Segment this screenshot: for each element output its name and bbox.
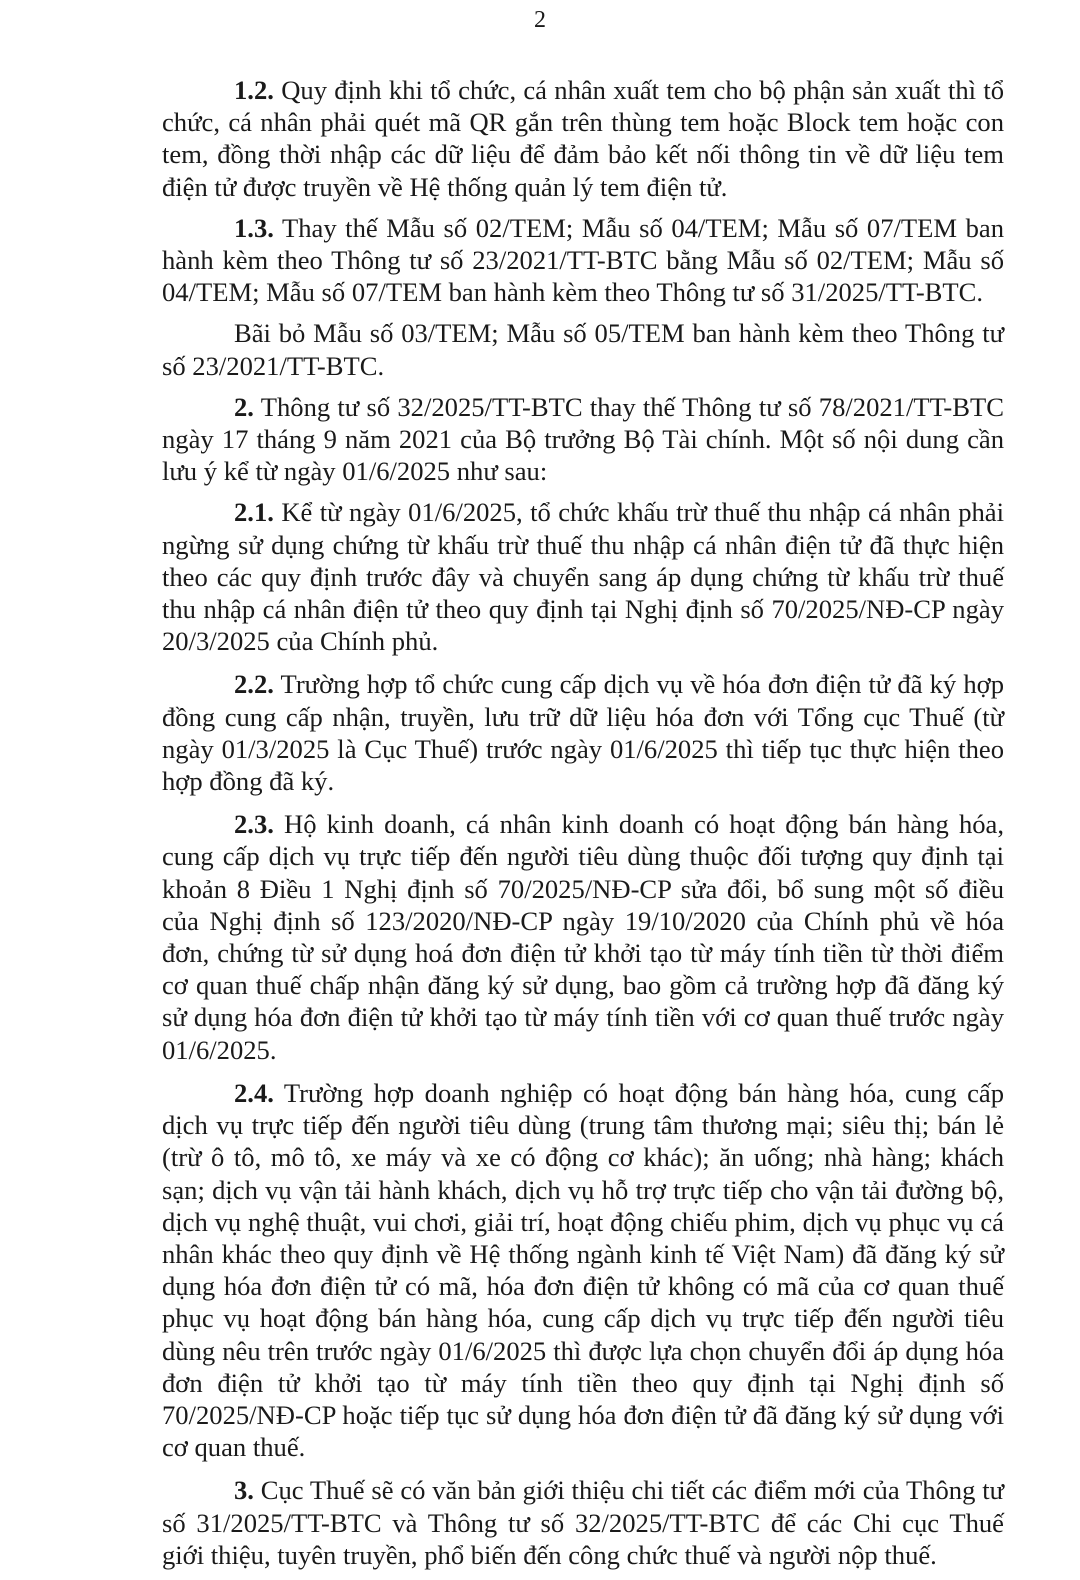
- paragraph-2-4: [162, 1077, 1004, 1463]
- paragraph-text: Kể từ ngày 01/6/2025, tổ chức khấu trừ thuế thu nhập cá nhân phải ngừng sử dụng chứng từ khấu trừ thuế thu nhập cá nhân điện tử đã thực hiện theo các quy định trước đây và chuyển sang áp dụng chứng từ khấu trừ thuế thu nhập cá nhân điện tử theo quy định tại Nghị định số 70/2025/NĐ-CP ngày 20/3/2025 của Chính phủ.: [162, 497, 1004, 657]
- paragraph-text: Trường hợp tổ chức cung cấp dịch vụ về hóa đơn điện tử đã ký hợp đồng cung cấp nhận, truyền, lưu trữ dữ liệu hóa đơn với Tổng cục Thuế (từ ngày 01/3/2025 là Cục Thuế) trước ngày 01/6/2025 thì tiếp tục thực hiện theo hợp đồng đã ký.: [162, 669, 1004, 797]
- paragraph-text: Trường hợp doanh nghiệp có hoạt động bán hàng hóa, cung cấp dịch vụ trực tiếp đến người tiêu dùng (trung tâm thương mại; siêu thị; bán lẻ (trừ ô tô, mô tô, xe máy và xe có động cơ khác); ăn uống; nhà hàng; khách sạn; dịch vụ vận tải hành khách, dịch vụ hỗ trợ trực tiếp cho vận tải đường bộ, dịch vụ nghệ thuật, vui chơi, giải trí, hoạt động chiếu phim, dịch vụ phục vụ cá nhân khác theo quy định về Hệ thống ngành kinh tế Việt Nam) đã đăng ký sử dụng hóa đơn điện tử có mã, hóa đơn điện tử không có mã của cơ quan thuế phục vụ hoạt động bán hàng hóa, cung cấp dịch vụ trực tiếp đến người tiêu dùng nêu trên trước ngày 01/6/2025 thì được lựa chọn chuyển đổi áp dụng hóa đơn điện tử khởi tạo từ máy tính tiền theo quy định tại Nghị định số 70/2025/NĐ-CP hoặc tiếp tục sử dụng hóa đơn điện tử đã đăng ký sử dụng với cơ quan thuế.: [162, 1077, 1004, 1463]
- paragraph-text: Thay thế Mẫu số 02/TEM; Mẫu số 04/TEM; Mẫu số 07/TEM ban hành kèm theo Thông tư số 23/2021/TT-BTC bằng Mẫu số 02/TEM; Mẫu số 04/TEM; Mẫu số 07/TEM ban hành kèm theo Thông tư số 31/2025/TT-BTC.: [162, 212, 1004, 308]
- section-number: 2.3.: [234, 809, 274, 840]
- paragraph-1-2: [162, 74, 1004, 203]
- section-number: 2.: [234, 391, 254, 422]
- paragraph-1-3: [162, 212, 1004, 309]
- paragraph-text: Thông tư số 32/2025/TT-BTC thay thế Thông tư số 78/2021/TT-BTC ngày 17 tháng 9 năm 2021 của Bộ trưởng Bộ Tài chính. Một số nội dung cần lưu ý kể từ ngày 01/6/2025 như sau:: [162, 391, 1004, 487]
- paragraph-2: [162, 391, 1004, 488]
- paragraph-2-3: [162, 808, 1004, 1066]
- paragraph-repeal: [162, 317, 1004, 381]
- page-number: 2: [534, 7, 546, 33]
- paragraph-text: Quy định khi tổ chức, cá nhân xuất tem cho bộ phận sản xuất thì tổ chức, cá nhân phải quét mã QR gắn trên thùng tem hoặc Block tem hoặc con tem, đồng thời nhập các dữ liệu để đảm bảo kết nối thông tin về dữ liệu tem điện tử được truyền về Hệ thống quản lý tem điện tử.: [162, 75, 1004, 202]
- paragraph-text: Cục Thuế sẽ có văn bản giới thiệu chi tiết các điểm mới của Thông tư số 31/2025/TT-BTC và Thông tư số 32/2025/TT-BTC để các Chi cục Thuế giới thiệu, tuyên truyền, phổ biến đến công chức thuế và người nộp thuế.: [162, 1475, 1004, 1570]
- paragraph-text: Hộ kinh doanh, cá nhân kinh doanh có hoạt động bán hàng hóa, cung cấp dịch vụ trực tiếp đến người tiêu dùng thuộc đối tượng quy định tại khoản 8 Điều 1 Nghị định số 70/2025/NĐ-CP sửa đổi, bổ sung một số điều của Nghị định số 123/2020/NĐ-CP ngày 19/10/2020 của Chính phủ về hóa đơn, chứng từ sử dụng hoá đơn điện tử khởi tạo từ máy tính tiền từ thời điểm cơ quan thuế chấp nhận đăng ký sử dụng, bao gồm cả trường hợp đã đăng ký sử dụng hóa đơn điện tử khởi tạo từ máy tính tiền với cơ quan thuế trước ngày 01/6/2025.: [162, 809, 1004, 1065]
- section-number: 2.1.: [234, 497, 274, 528]
- paragraph-2-2: [162, 668, 1004, 797]
- section-number: 2.2.: [234, 669, 274, 700]
- paragraph-text: Bãi bỏ Mẫu số 03/TEM; Mẫu số 05/TEM ban hành kèm theo Thông tư số 23/2021/TT-BTC.: [162, 318, 1004, 381]
- section-number: 3.: [234, 1475, 254, 1506]
- document-body: [162, 74, 1004, 1580]
- section-number: 2.4.: [234, 1077, 274, 1108]
- paragraph-3: [162, 1474, 1004, 1571]
- paragraph-2-1: [162, 496, 1004, 657]
- section-number: 1.2.: [234, 75, 274, 105]
- section-number: 1.3.: [234, 212, 274, 243]
